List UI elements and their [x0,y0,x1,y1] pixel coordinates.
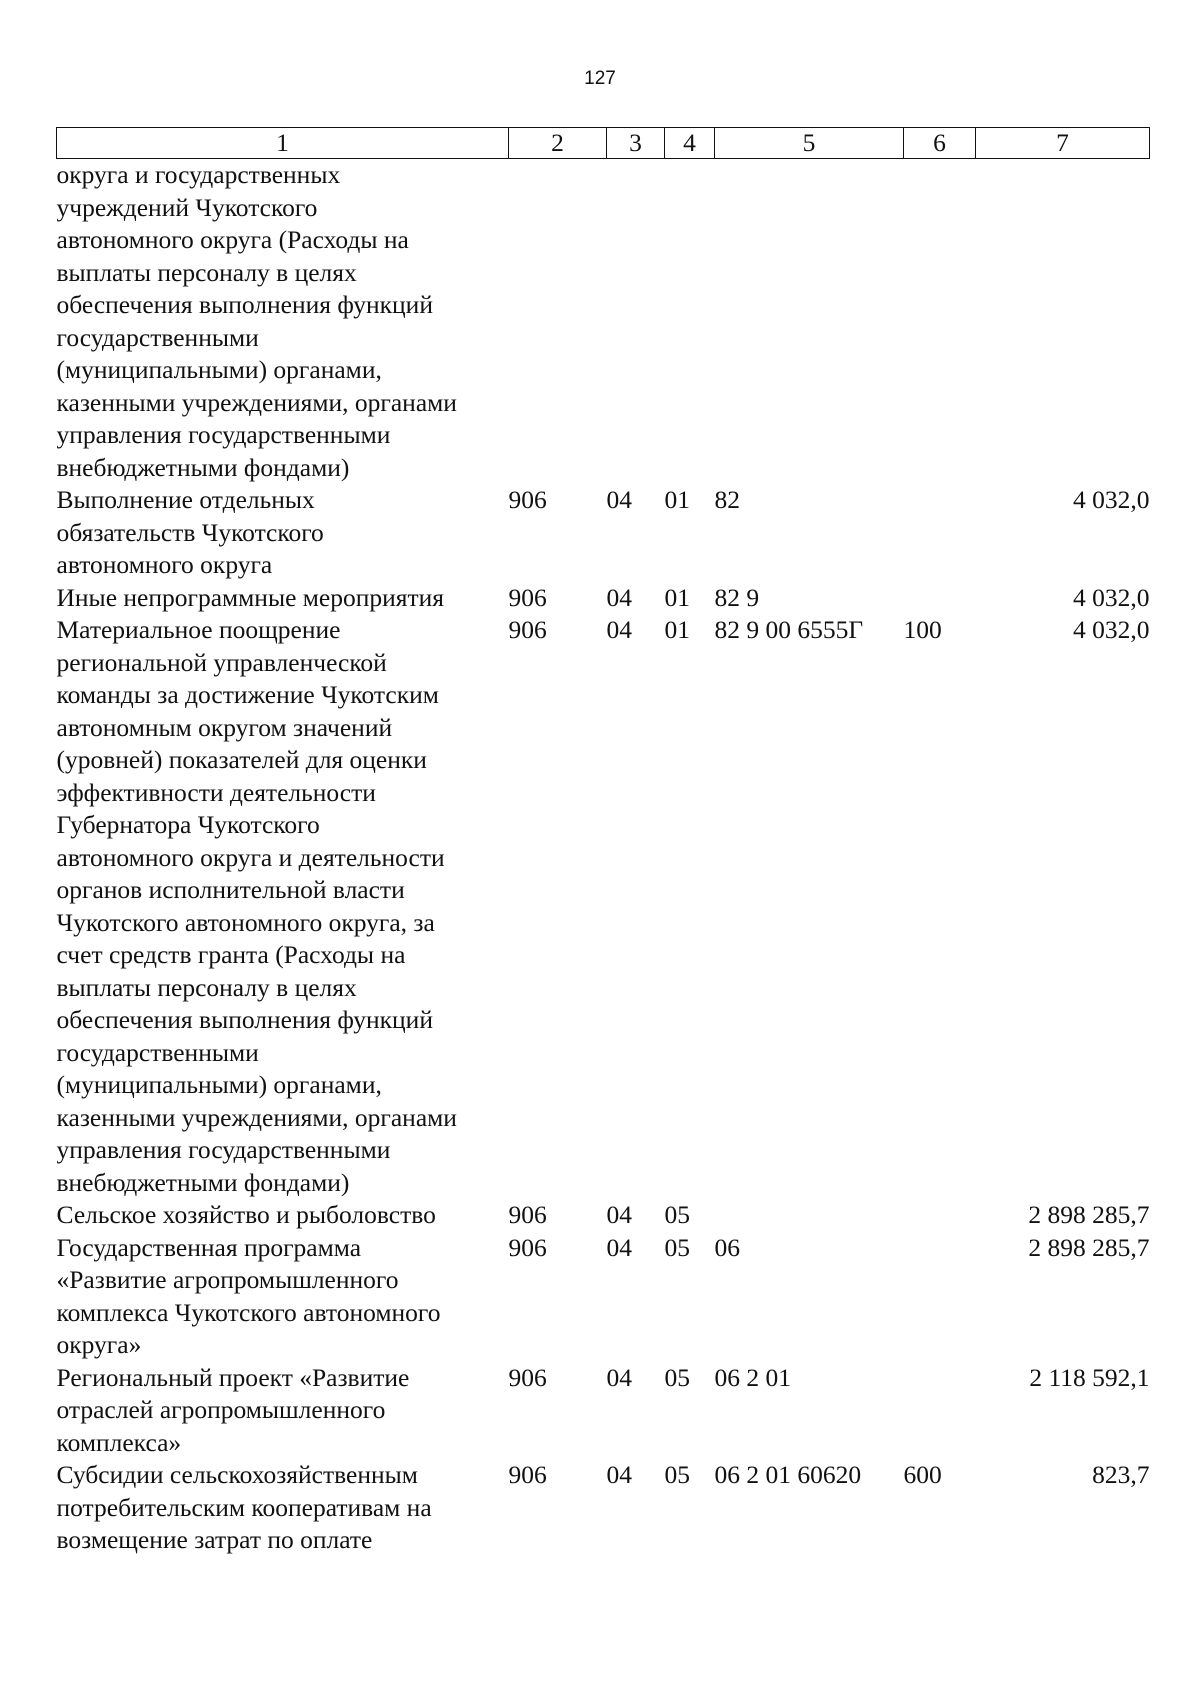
header-col-4: 4 [665,128,715,159]
row-target-article: 06 [714,1232,740,1262]
table-row [57,582,1150,615]
row-subsection: 05 [664,1362,690,1392]
row-section: 04 [606,1200,632,1229]
row-subsection [665,159,715,485]
header-row [57,128,1150,159]
row-name: Государственная программа «Развитие агропромышленного комплекса Чукотского автономного округа» [56,1232,441,1359]
row-ministry: 906 [508,1232,547,1262]
row-name: Субсидии сельскохозяйственным потребительским кооперативам на возмещение затрат по оплате [56,1460,432,1554]
row-section: 04 [606,485,632,514]
row-name: Региональный проект «Развитие отраслей агропромышленного комплекса» [56,1362,410,1457]
row-ministry: 906 [508,615,547,644]
row-amount: 4 032,0 [1073,582,1150,612]
header-col-3: 3 [607,128,665,159]
row-expense-type: 600 [903,1460,942,1489]
row-amount: 4 032,0 [1073,615,1150,644]
row-section [607,159,665,485]
budget-table [56,127,1150,1557]
row-target-article: 82 9 00 6555Г [714,615,864,644]
table-row [57,159,1150,485]
row-amount: 2 118 592,1 [1029,1362,1150,1392]
row-ministry: 906 [508,1362,547,1392]
row-name: Иные непрограммные мероприятия [56,582,445,612]
row-target-article [715,159,904,485]
header-col-5: 5 [715,128,904,159]
row-subsection: 01 [664,485,690,514]
row-subsection: 01 [664,582,690,612]
row-ministry: 906 [508,1460,547,1489]
row-ministry [509,159,607,485]
row-subsection: 01 [664,615,690,644]
row-target-article: 06 2 01 60620 [714,1460,862,1489]
table-row [57,1362,1150,1460]
table-row [57,614,1150,1199]
table-row [57,1459,1150,1557]
row-amount: 2 898 285,7 [1028,1232,1150,1262]
row-ministry: 906 [508,582,547,612]
row-amount: 4 032,0 [1073,485,1150,514]
table-row [57,1232,1150,1362]
row-expense-type: 100 [903,615,942,644]
row-expense-type [904,1232,976,1362]
row-expense-type [904,1362,976,1460]
row-expense-type [904,582,976,615]
row-section: 04 [606,582,632,612]
row-name: Материальное поощрение региональной управленческой команды за достижение Чукотским автономным округом значений (уровней) показателей для оценки эффективности деятельности Губернатора Чукотского автономного округа и деятельности органов исполнительной власти Чукотского автономного округа, за счет средств гранта (Расходы на выплаты персоналу в целях обеспечения выполнения функций государственными (муниципальными) органами, казенными учреждениями, органами управления государственными внебюджетными фондами) [56,615,457,1197]
row-expense-type [904,1199,976,1232]
table-body [57,159,1150,1557]
table-row [57,1199,1150,1232]
header-col-2: 2 [509,128,607,159]
row-amount: 2 898 285,7 [1028,1200,1150,1229]
row-section: 04 [606,1362,632,1392]
row-subsection: 05 [664,1232,690,1262]
row-target-article [715,1199,904,1232]
row-amount: 823,7 [1092,1460,1150,1489]
row-ministry: 906 [508,485,547,514]
row-name: Сельское хозяйство и рыболовство [56,1200,436,1229]
row-target-article: 82 9 [714,582,760,612]
table-header [57,128,1150,159]
header-col-6: 6 [904,128,976,159]
row-expense-type [904,484,976,582]
row-name: Выполнение отдельных обязательств Чукотского автономного округа [56,485,324,579]
header-col-1: 1 [57,128,509,159]
row-ministry: 906 [508,1200,547,1229]
row-target-article: 06 2 01 [714,1362,791,1392]
row-name: округа и государственных учреждений Чукотского автономного округа (Расходы на выплаты персоналу в целях обеспечения выполнения функций государственными (муниципальными) органами, казенными учреждениями, органами управления государственными внебюджетными фондами) [56,160,457,482]
header-col-7: 7 [976,128,1150,159]
row-section: 04 [606,615,632,644]
row-subsection: 05 [664,1200,690,1229]
row-section: 04 [606,1232,632,1262]
table-row [57,484,1150,582]
row-expense-type [904,159,976,485]
row-subsection: 05 [664,1460,690,1489]
row-target-article: 82 [714,485,740,514]
page-number: 127 [584,68,616,89]
row-section: 04 [606,1460,632,1489]
row-amount [976,159,1150,485]
